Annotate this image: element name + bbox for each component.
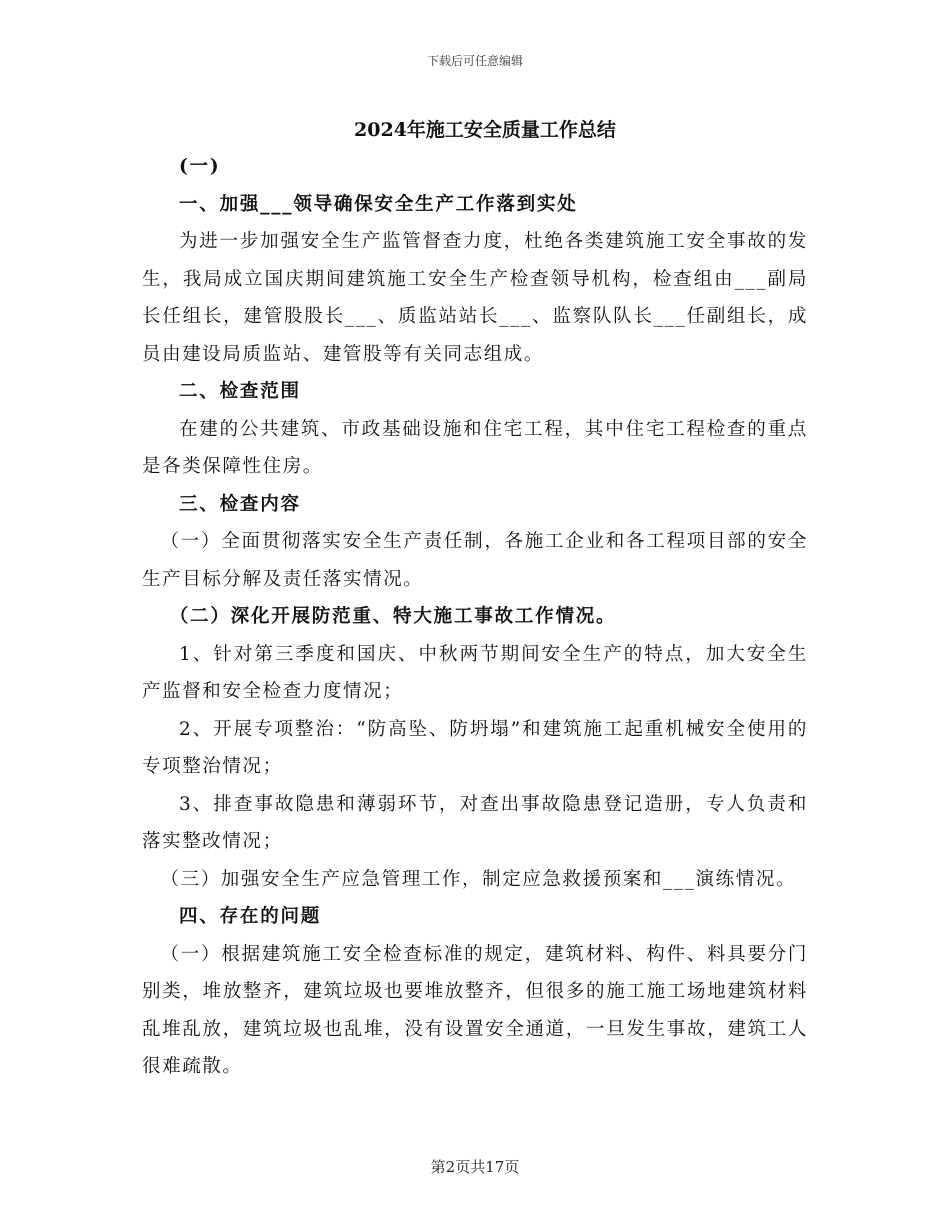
section-heading-1: 一、加强___领导确保安全生产工作落到实处 (179, 193, 578, 215)
section-heading-2: 二、检查范围 (179, 381, 301, 402)
section-heading-4: 四、存在的问题 (179, 906, 322, 927)
document-title: 2024年施工安全质量工作总结 (354, 119, 616, 141)
paragraph-content-3: （三）加强安全生产应急管理工作，制定应急救援预案和___演练情况。 (160, 868, 797, 890)
paragraph-content-1: （一）全面贯彻落实安全生产责任制，各施工企业和各工程项目部的安全生产目标分解及责任落实情况。 (142, 531, 808, 590)
list-item-1: 1、针对第三季度和国庆、中秋两节期间安全生产的特点，加大安全生产监督和安全检查力度情况； (142, 643, 808, 702)
subheading-content-2: （二）深化开展防范重、特大施工事故工作情况。 (169, 606, 617, 627)
section-heading-3: 三、检查内容 (179, 493, 301, 515)
document-body (142, 112, 808, 1086)
page-header: 下载后可任意编辑 (426, 54, 523, 68)
paragraph-leadership: 为进一步加强安全生产监管督查力度，杜绝各类建筑施工安全事故的发生，我局成立国庆期间建筑施工安全生产检查领导机构，检查组由___副局长任组长，建管股股长___、质监站站长___、监察队队长___任副组长，成员由建设局质监站、建管股等有关同志组成。 (142, 231, 808, 365)
paragraph-problems-1: （一）根据建筑施工安全检查标准的规定，建筑材料、构件、料具要分门别类，堆放整齐，建筑垃圾也要堆放整齐，但很多的施工施工场地建筑材料乱堆乱放，建筑垃圾也乱堆，没有设置安全通道，一旦发生事故，建筑工人很难疏散。 (142, 943, 808, 1077)
list-item-3: 3、排查事故隐患和薄弱环节，对查出事故隐患登记造册，专人负责和落实整改情况； (142, 793, 808, 852)
page-number: 第2页共17页 (430, 1158, 520, 1176)
section-marker: (一) (179, 156, 221, 177)
paragraph-scope: 在建的公共建筑、市政基础设施和住宅工程，其中住宅工程检查的重点是各类保障性住房。 (142, 418, 808, 477)
list-item-2: 2、开展专项整治：“防高坠、防坍塌”和建筑施工起重机械安全使用的专项整治情况； (142, 718, 808, 777)
